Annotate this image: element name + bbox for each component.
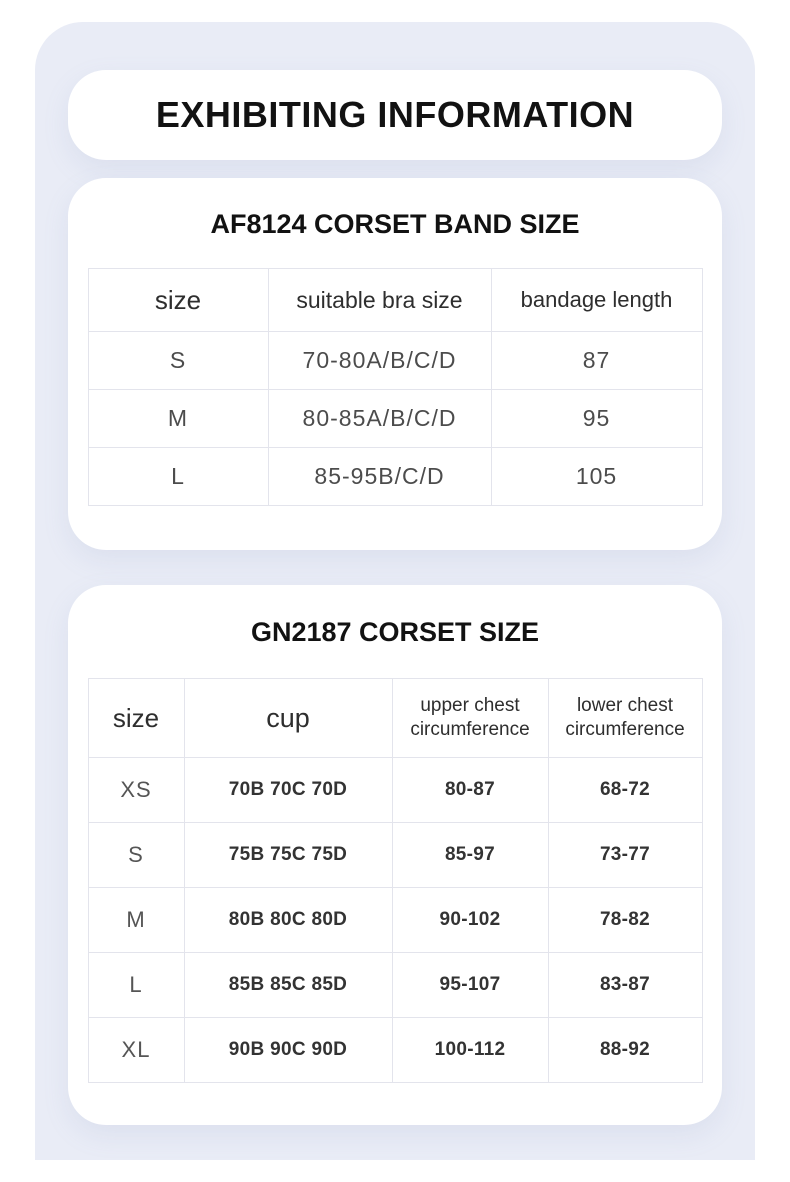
- chart-title-gn2187: GN2187 CORSET SIZE: [250, 617, 540, 647]
- page-title: EXHIBITING INFORMATION: [155, 94, 635, 135]
- table-cell: 78-82: [548, 888, 702, 953]
- table-cell: 105: [491, 448, 702, 506]
- content-panel: [35, 22, 755, 1160]
- table-cell: 95: [491, 390, 702, 448]
- table-cell: 75B 75C 75D: [184, 823, 392, 888]
- header-row: [88, 269, 702, 332]
- table-cell: L: [88, 953, 184, 1018]
- table-cell: M: [88, 390, 268, 448]
- column-header: size: [88, 679, 184, 758]
- table-cell: 80-87: [392, 758, 548, 823]
- size-chart-card-af8124: [68, 178, 722, 550]
- column-header: size: [88, 269, 268, 332]
- table-cell: 68-72: [548, 758, 702, 823]
- table-row: [88, 1018, 702, 1083]
- table-row: [88, 448, 702, 506]
- table-cell: S: [88, 332, 268, 390]
- header-row: [88, 679, 702, 758]
- table-cell: XL: [88, 1018, 184, 1083]
- table-cell: 87: [491, 332, 702, 390]
- table-cell: S: [88, 823, 184, 888]
- table-row: [88, 332, 702, 390]
- size-table-af8124: [88, 268, 703, 506]
- table-cell: L: [88, 448, 268, 506]
- table-cell: 83-87: [548, 953, 702, 1018]
- table-cell: 90-102: [392, 888, 548, 953]
- chart-title-af8124: AF8124 CORSET BAND SIZE: [210, 209, 580, 239]
- table-row: [88, 823, 702, 888]
- table-cell: XS: [88, 758, 184, 823]
- table-cell: M: [88, 888, 184, 953]
- table-cell: 80-85A/B/C/D: [268, 390, 491, 448]
- table-cell: 73-77: [548, 823, 702, 888]
- table-cell: 88-92: [548, 1018, 702, 1083]
- size-table-gn2187: [88, 678, 703, 1083]
- table-cell: 70-80A/B/C/D: [268, 332, 491, 390]
- table-cell: 70B 70C 70D: [184, 758, 392, 823]
- table-row: [88, 953, 702, 1018]
- table-row: [88, 888, 702, 953]
- table-row: [88, 390, 702, 448]
- column-header: lower chest circumference: [548, 679, 702, 758]
- table-cell: 100-112: [392, 1018, 548, 1083]
- table-cell: 95-107: [392, 953, 548, 1018]
- table-cell: 80B 80C 80D: [184, 888, 392, 953]
- column-header: upper chest circumference: [392, 679, 548, 758]
- column-header: cup: [184, 679, 392, 758]
- table-row: [88, 758, 702, 823]
- table-cell: 85-95B/C/D: [268, 448, 491, 506]
- title-card: [68, 70, 722, 160]
- table-cell: 85B 85C 85D: [184, 953, 392, 1018]
- column-header: bandage length: [491, 269, 702, 332]
- column-header: suitable bra size: [268, 269, 491, 332]
- table-cell: 90B 90C 90D: [184, 1018, 392, 1083]
- size-chart-card-gn2187: [68, 585, 722, 1125]
- table-cell: 85-97: [392, 823, 548, 888]
